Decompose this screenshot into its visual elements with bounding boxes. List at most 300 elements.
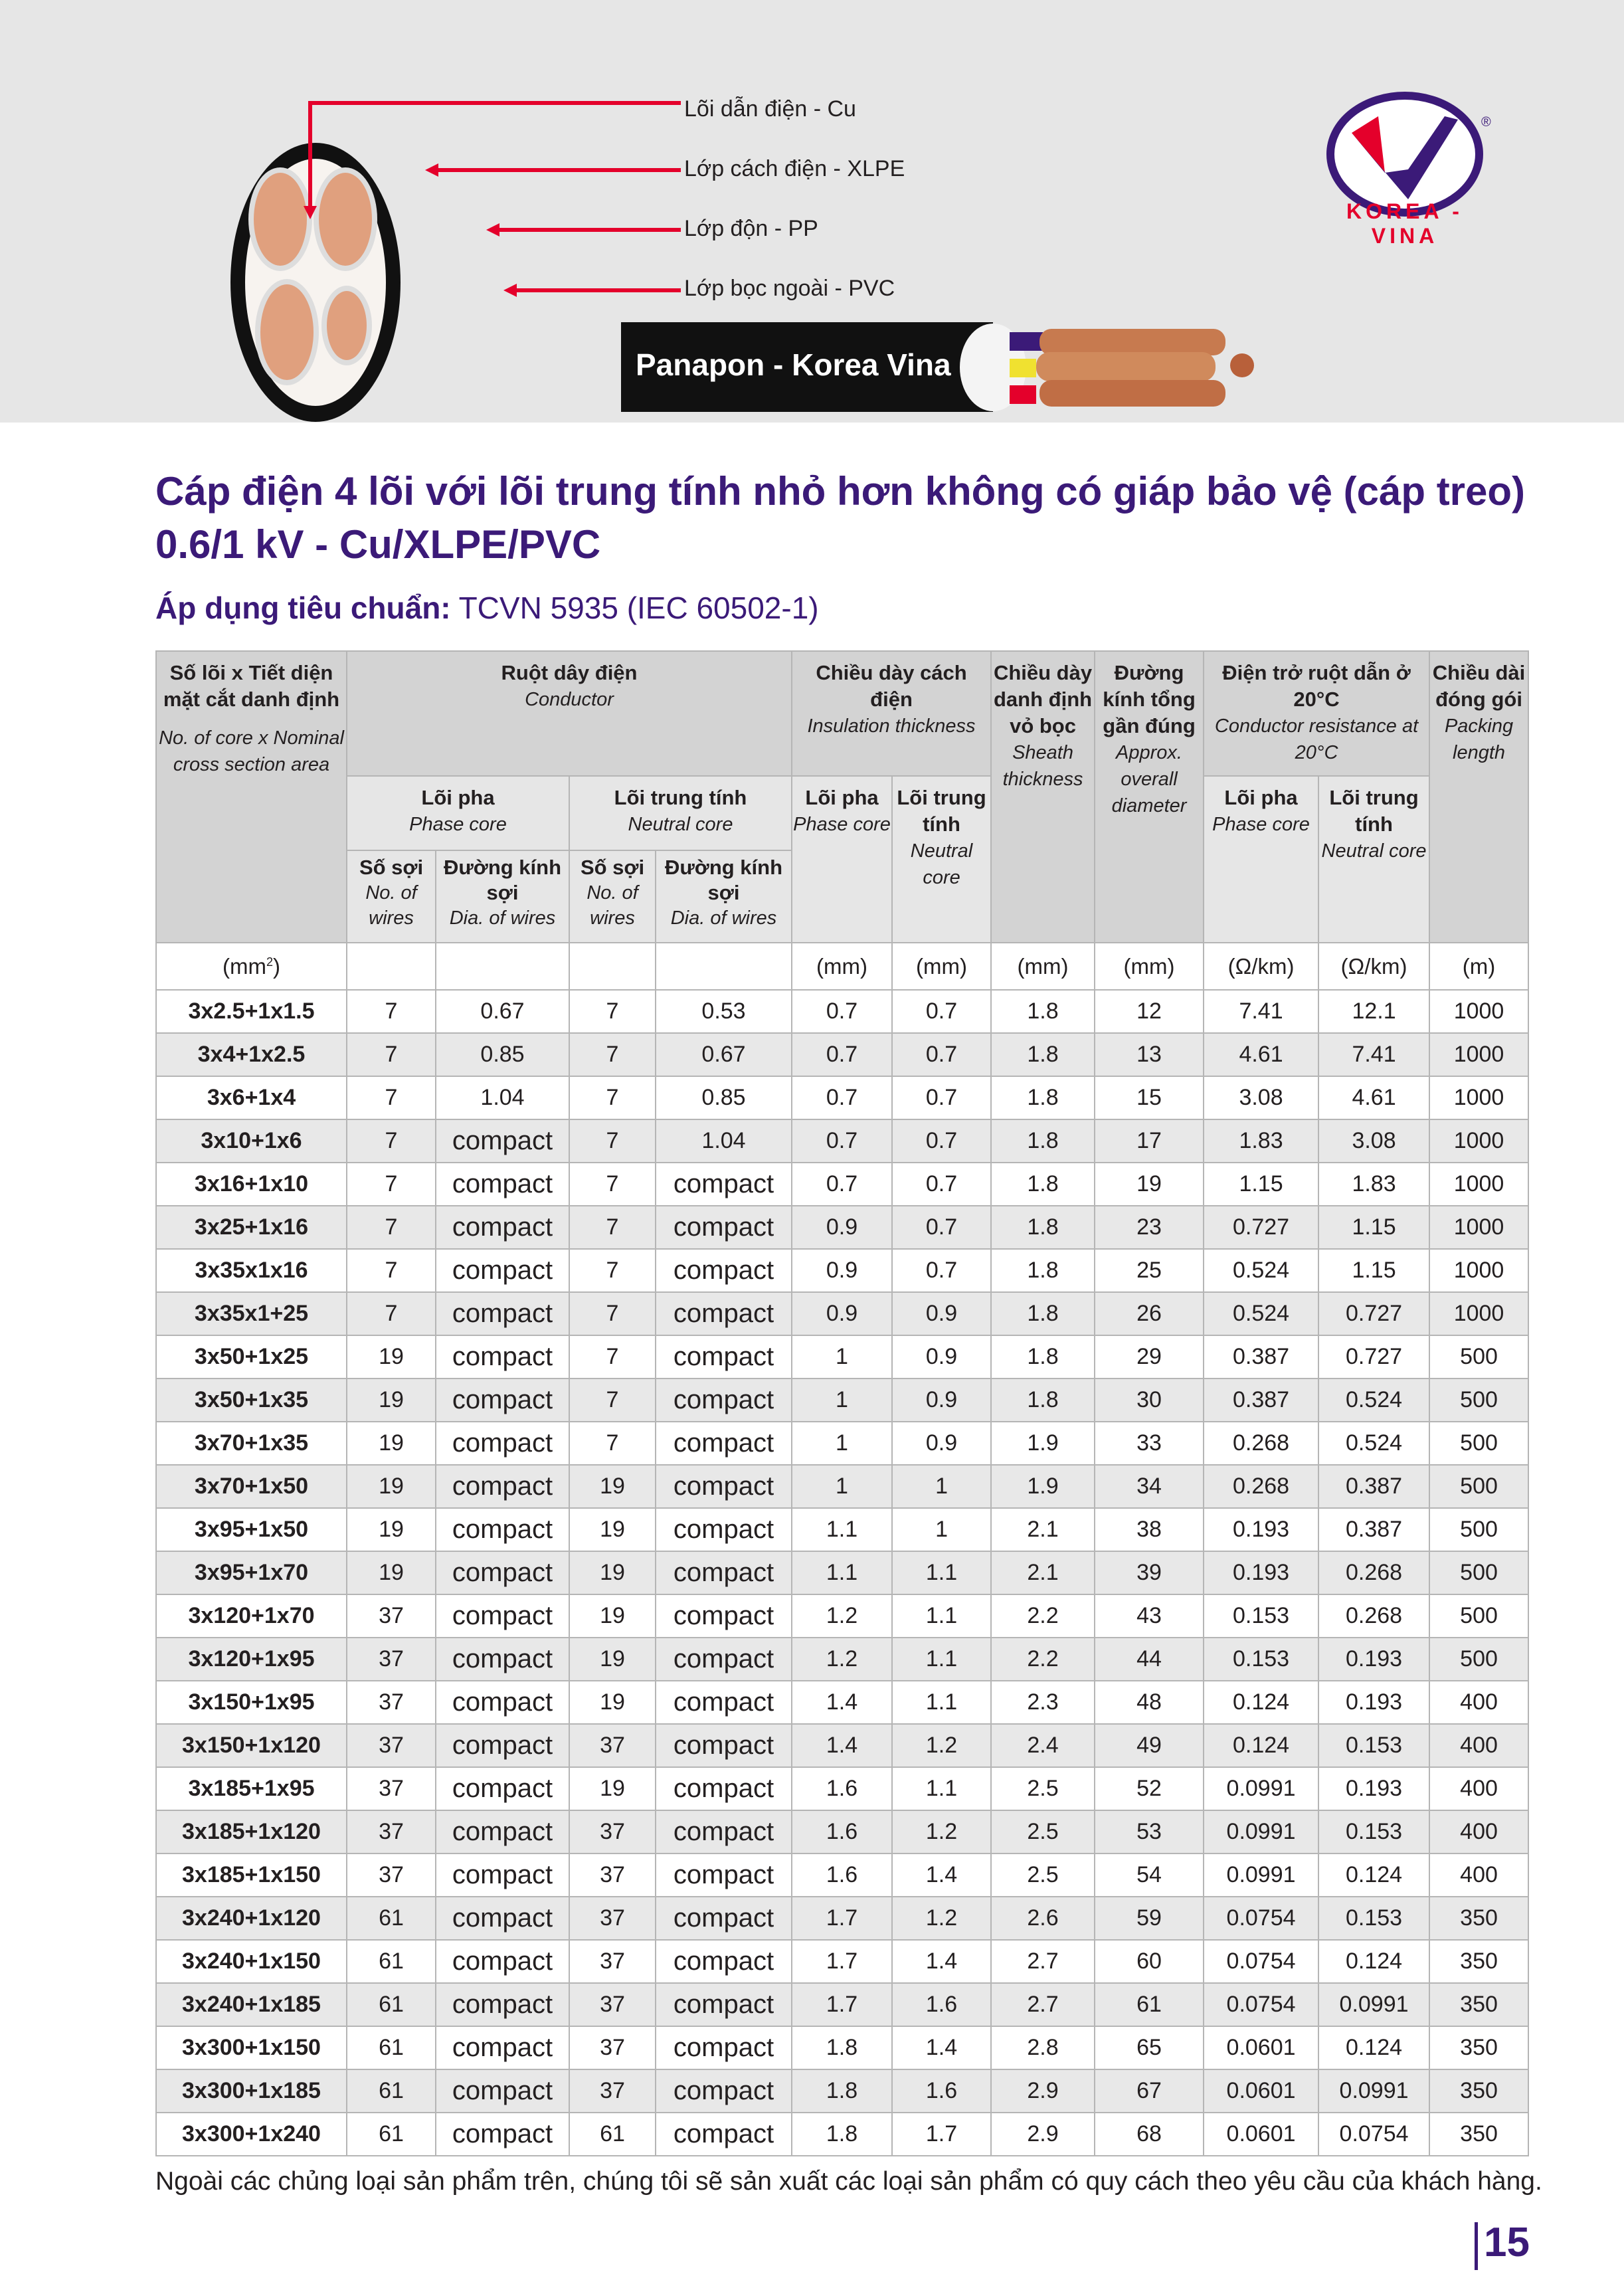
table-row <box>156 990 1528 1033</box>
table-cell: 7 <box>347 1292 436 1335</box>
table-cell: 7 <box>569 1379 656 1422</box>
table-cell: 0.524 <box>1204 1292 1318 1335</box>
unit-cell: (mm) <box>1095 943 1204 990</box>
table-cell: compact <box>656 2069 792 2113</box>
table-cell: 1000 <box>1429 1119 1528 1163</box>
table-cell: 0.7 <box>892 1076 991 1119</box>
table-cell: 59 <box>1095 1897 1204 1940</box>
table-cell: 500 <box>1429 1594 1528 1638</box>
table-cell: 2.9 <box>991 2069 1095 2113</box>
table-cell: compact <box>436 1810 569 1854</box>
table-cell: compact <box>436 2069 569 2113</box>
table-cell: 0.124 <box>1318 1940 1429 1983</box>
table-cell: 49 <box>1095 1724 1204 1767</box>
cable-size-cell: 3x300+1x185 <box>156 2069 347 2113</box>
table-cell: 39 <box>1095 1551 1204 1594</box>
table-cell: 1.8 <box>991 1163 1095 1206</box>
table-cell: 0.7 <box>792 990 892 1033</box>
table-cell: 19 <box>1095 1163 1204 1206</box>
table-cell: compact <box>656 1163 792 1206</box>
table-cell: 1.7 <box>792 1940 892 1983</box>
table-cell: compact <box>436 1594 569 1638</box>
table-cell: 1000 <box>1429 990 1528 1033</box>
page-number: 15 <box>1484 2220 1530 2265</box>
table-row <box>156 1594 1528 1638</box>
table-cell: 37 <box>569 2069 656 2113</box>
table-cell: 1.8 <box>991 990 1095 1033</box>
unit-cell <box>569 943 656 990</box>
table-cell: 500 <box>1429 1379 1528 1422</box>
table-cell: 1 <box>792 1422 892 1465</box>
table-cell: 0.193 <box>1204 1551 1318 1594</box>
table-cell: 34 <box>1095 1465 1204 1508</box>
table-cell: 7 <box>347 1163 436 1206</box>
table-cell: 400 <box>1429 1681 1528 1724</box>
cable-size-cell: 3x120+1x70 <box>156 1594 347 1638</box>
cable-size-cell: 3x300+1x150 <box>156 2026 347 2069</box>
table-cell: compact <box>436 1508 569 1551</box>
table-cell: 1.8 <box>792 2113 892 2156</box>
table-cell: 350 <box>1429 2026 1528 2069</box>
table-cell: 61 <box>347 1897 436 1940</box>
table-cell: 44 <box>1095 1638 1204 1681</box>
cable-size-cell: 3x70+1x50 <box>156 1465 347 1508</box>
korea-vina-logo <box>1330 96 1491 213</box>
table-cell: 7 <box>347 990 436 1033</box>
cable-size-cell: 3x185+1x120 <box>156 1810 347 1854</box>
table-row <box>156 1379 1528 1422</box>
table-cell: 33 <box>1095 1422 1204 1465</box>
table-cell: 400 <box>1429 1810 1528 1854</box>
table-cell: 61 <box>1095 1983 1204 2026</box>
table-cell: compact <box>656 1681 792 1724</box>
table-cell: 19 <box>569 1508 656 1551</box>
table-cell: 54 <box>1095 1854 1204 1897</box>
table-cell: 61 <box>347 2026 436 2069</box>
table-row <box>156 1854 1528 1897</box>
table-cell: 37 <box>347 1724 436 1767</box>
table-cell: 0.193 <box>1204 1508 1318 1551</box>
table-cell: 0.7 <box>792 1163 892 1206</box>
table-cell: 1000 <box>1429 1163 1528 1206</box>
table-cell: 1.1 <box>892 1767 991 1810</box>
table-cell: 1000 <box>1429 1033 1528 1076</box>
table-cell: 0.67 <box>656 1033 792 1076</box>
table-cell: 1.4 <box>792 1724 892 1767</box>
table-cell: compact <box>436 2113 569 2156</box>
header-insulation: Chiều dày cách điện Insulation thickness <box>792 651 991 776</box>
table-cell: compact <box>656 1249 792 1292</box>
table-cell: 0.268 <box>1318 1551 1429 1594</box>
table-cell: 1.2 <box>892 1724 991 1767</box>
table-cell: 7 <box>569 1119 656 1163</box>
table-cell: 1.8 <box>991 1292 1095 1335</box>
table-cell: 2.5 <box>991 1854 1095 1897</box>
callout-insulation: Lớp cách điện - XLPE <box>684 156 905 181</box>
table-cell: 1.7 <box>792 1897 892 1940</box>
table-cell: 29 <box>1095 1335 1204 1379</box>
table-cell: 0.7 <box>892 1249 991 1292</box>
table-cell: 1.6 <box>792 1854 892 1897</box>
table-cell: 19 <box>569 1465 656 1508</box>
cable-size-cell: 3x95+1x70 <box>156 1551 347 1594</box>
table-cell: 0.268 <box>1204 1465 1318 1508</box>
table-cell: 37 <box>347 1767 436 1810</box>
table-cell: 7.41 <box>1204 990 1318 1033</box>
svg-text:®: ® <box>1481 115 1491 130</box>
unit-cell: (mm) <box>991 943 1095 990</box>
table-cell: compact <box>436 1119 569 1163</box>
table-cell: 0.0991 <box>1204 1810 1318 1854</box>
table-cell: 1.8 <box>991 1249 1095 1292</box>
spec-table <box>155 650 1529 2156</box>
table-cell: 25 <box>1095 1249 1204 1292</box>
table-cell: 2.1 <box>991 1508 1095 1551</box>
table-cell: 1.8 <box>792 2026 892 2069</box>
table-cell: 0.124 <box>1204 1724 1318 1767</box>
table-cell: 1 <box>892 1508 991 1551</box>
unit-cell <box>656 943 792 990</box>
table-cell: 2.7 <box>991 1940 1095 1983</box>
table-cell: 1.8 <box>991 1119 1095 1163</box>
table-cell: 0.153 <box>1204 1594 1318 1638</box>
table-cell: 7 <box>347 1033 436 1076</box>
table-cell: 1.9 <box>991 1465 1095 1508</box>
table-cell: compact <box>436 1206 569 1249</box>
table-cell: compact <box>656 1810 792 1854</box>
standard-value: TCVN 5935 (IEC 60502-1) <box>458 591 819 625</box>
table-cell: 1000 <box>1429 1206 1528 1249</box>
table-cell: 350 <box>1429 1940 1528 1983</box>
callout-filler: Lớp độn - PP <box>684 216 818 241</box>
table-row <box>156 1119 1528 1163</box>
table-cell: 60 <box>1095 1940 1204 1983</box>
table-cell: 3.08 <box>1318 1119 1429 1163</box>
table-cell: 1 <box>792 1465 892 1508</box>
callout-sheath: Lớp bọc ngoài - PVC <box>684 276 895 301</box>
cable-size-cell: 3x25+1x16 <box>156 1206 347 1249</box>
table-row <box>156 1249 1528 1292</box>
table-cell: 0.9 <box>792 1292 892 1335</box>
table-cell: 37 <box>347 1681 436 1724</box>
table-cell: 1.15 <box>1318 1206 1429 1249</box>
header-packing: Chiều dài đóng gói Packing length <box>1429 651 1528 943</box>
table-cell: 19 <box>347 1379 436 1422</box>
table-cell: 0.9 <box>792 1249 892 1292</box>
table-cell: 0.0601 <box>1204 2069 1318 2113</box>
callout-conductor: Lõi dẫn điện - Cu <box>684 96 856 122</box>
table-cell: 19 <box>569 1638 656 1681</box>
table-cell: compact <box>656 1379 792 1422</box>
table-cell: 7 <box>569 990 656 1033</box>
table-cell: 2.6 <box>991 1897 1095 1940</box>
table-row <box>156 1292 1528 1335</box>
table-cell: 3.08 <box>1204 1076 1318 1119</box>
table-cell: 0.387 <box>1318 1465 1429 1508</box>
table-row <box>156 2069 1528 2113</box>
header-conductor-phase: Lõi pha Phase core <box>347 776 569 850</box>
table-cell: 1000 <box>1429 1292 1528 1335</box>
table-cell: compact <box>656 1767 792 1810</box>
table-cell: 1.1 <box>792 1508 892 1551</box>
table-cell: 19 <box>347 1335 436 1379</box>
unit-cell: (Ω/km) <box>1318 943 1429 990</box>
table-row <box>156 1767 1528 1810</box>
table-cell: 1.6 <box>792 1767 892 1810</box>
cable-size-cell: 3x150+1x120 <box>156 1724 347 1767</box>
unit-cell: $(mm^2)$ <box>156 943 347 990</box>
table-cell: 23 <box>1095 1206 1204 1249</box>
table-row <box>156 1810 1528 1854</box>
table-cell: 0.67 <box>436 990 569 1033</box>
table-row <box>156 1551 1528 1594</box>
table-cell: 68 <box>1095 2113 1204 2156</box>
table-cell: 19 <box>347 1422 436 1465</box>
table-cell: 1.4 <box>892 1854 991 1897</box>
table-cell: 0.727 <box>1204 1206 1318 1249</box>
table-cell: 0.387 <box>1204 1335 1318 1379</box>
table-cell: 37 <box>569 1724 656 1767</box>
standard-line <box>155 590 819 626</box>
cable-size-cell: 3x95+1x50 <box>156 1508 347 1551</box>
table-cell: 1000 <box>1429 1076 1528 1119</box>
table-cell: 1.1 <box>892 1594 991 1638</box>
table-cell: 1.7 <box>792 1983 892 2026</box>
table-cell: 2.5 <box>991 1810 1095 1854</box>
table-cell: 37 <box>347 1810 436 1854</box>
table-cell: 19 <box>569 1767 656 1810</box>
table-cell: 7 <box>347 1249 436 1292</box>
table-cell: compact <box>656 1594 792 1638</box>
table-cell: compact <box>656 1638 792 1681</box>
table-cell: compact <box>656 1292 792 1335</box>
table-cell: 37 <box>569 1854 656 1897</box>
table-cell: 1.1 <box>892 1681 991 1724</box>
table-cell: compact <box>436 1465 569 1508</box>
table-cell: 7.41 <box>1318 1033 1429 1076</box>
table-cell: 0.727 <box>1318 1335 1429 1379</box>
cable-size-cell: 3x70+1x35 <box>156 1422 347 1465</box>
cable-size-cell: 3x6+1x4 <box>156 1076 347 1119</box>
table-cell: 43 <box>1095 1594 1204 1638</box>
table-cell: 1.9 <box>991 1422 1095 1465</box>
table-cell: 61 <box>347 2113 436 2156</box>
table-cell: 0.153 <box>1318 1897 1429 1940</box>
table-cell: 400 <box>1429 1854 1528 1897</box>
table-cell: 61 <box>347 2069 436 2113</box>
table-row <box>156 1076 1528 1119</box>
table-cell: 0.0601 <box>1204 2113 1318 2156</box>
table-cell: 0.268 <box>1204 1422 1318 1465</box>
header-resistance-phase: Lõi pha Phase core <box>1204 776 1318 943</box>
table-cell: 7 <box>569 1292 656 1335</box>
table-cell: 0.153 <box>1318 1724 1429 1767</box>
cable-size-cell: 3x185+1x150 <box>156 1854 347 1897</box>
units-row <box>156 943 1528 990</box>
table-cell: 0.0991 <box>1204 1854 1318 1897</box>
table-cell: 500 <box>1429 1551 1528 1594</box>
header-conductor-neutral: Lõi trung tính Neutral core <box>569 776 792 850</box>
table-cell: compact <box>436 1292 569 1335</box>
table-cell: 4.61 <box>1318 1076 1429 1119</box>
table-cell: 0.7 <box>892 990 991 1033</box>
cable-size-cell: 3x300+1x240 <box>156 2113 347 2156</box>
table-row <box>156 1983 1528 2026</box>
table-cell: 500 <box>1429 1335 1528 1379</box>
table-cell: 0.0754 <box>1318 2113 1429 2156</box>
cable-size-cell: 3x35x1x16 <box>156 1249 347 1292</box>
table-cell: compact <box>436 1897 569 1940</box>
table-cell: 48 <box>1095 1681 1204 1724</box>
table-cell: 7 <box>569 1249 656 1292</box>
header-sheath: Chiều dày danh định vỏ bọc Sheath thickness <box>991 651 1095 943</box>
table-cell: 2.4 <box>991 1724 1095 1767</box>
table-cell: 1.2 <box>892 1897 991 1940</box>
table-cell: 1.15 <box>1204 1163 1318 1206</box>
table-cell: 0.7 <box>892 1206 991 1249</box>
table-cell: 1.8 <box>991 1335 1095 1379</box>
table-cell: compact <box>656 1897 792 1940</box>
table-cell: 7 <box>347 1119 436 1163</box>
page-title: Cáp điện 4 lõi với lõi trung tính nhỏ hơn không có giáp bảo vệ (cáp treo) 0.6/1 kV - Cu/XLPE/PVC <box>155 469 1526 567</box>
table-cell: 1.8 <box>792 2069 892 2113</box>
table-cell: 37 <box>347 1638 436 1681</box>
cable-size-cell: 3x240+1x150 <box>156 1940 347 1983</box>
spec-table-body <box>156 943 1528 2156</box>
header-insulation-neutral: Lõi trung tính Neutral core <box>892 776 991 943</box>
table-cell: 0.0991 <box>1204 1767 1318 1810</box>
table-cell: compact <box>436 1379 569 1422</box>
table-cell: compact <box>656 1854 792 1897</box>
table-cell: 500 <box>1429 1465 1528 1508</box>
table-row <box>156 1335 1528 1379</box>
table-cell: compact <box>436 1854 569 1897</box>
header-diameter: Đường kính tổng gần đúng Approx. overall diameter <box>1095 651 1204 943</box>
table-cell: 500 <box>1429 1508 1528 1551</box>
table-cell: compact <box>436 1638 569 1681</box>
table-cell: 1.8 <box>991 1076 1095 1119</box>
table-cell: 1.6 <box>892 2069 991 2113</box>
table-cell: 1.6 <box>892 1983 991 2026</box>
table-cell: 400 <box>1429 1724 1528 1767</box>
table-row <box>156 1163 1528 1206</box>
table-cell: compact <box>656 1206 792 1249</box>
table-cell: 0.53 <box>656 990 792 1033</box>
table-cell: 0.7 <box>792 1033 892 1076</box>
unit-cell <box>347 943 436 990</box>
table-cell: 7 <box>569 1033 656 1076</box>
table-cell: 61 <box>347 1940 436 1983</box>
table-cell: 4.61 <box>1204 1033 1318 1076</box>
table-cell: compact <box>656 1551 792 1594</box>
table-cell: 0.0991 <box>1318 1983 1429 2026</box>
table-cell: 1.15 <box>1318 1249 1429 1292</box>
table-cell: 7 <box>569 1335 656 1379</box>
table-cell: 0.124 <box>1318 2026 1429 2069</box>
table-cell: 7 <box>569 1422 656 1465</box>
table-cell: 1.8 <box>991 1379 1095 1422</box>
table-cell: compact <box>436 1983 569 2026</box>
table-cell: 2.3 <box>991 1681 1095 1724</box>
table-cell: compact <box>436 1681 569 1724</box>
cable-size-cell: 3x50+1x35 <box>156 1379 347 1422</box>
table-cell: compact <box>436 1422 569 1465</box>
table-cell: 0.153 <box>1204 1638 1318 1681</box>
table-cell: 2.7 <box>991 1983 1095 2026</box>
table-cell: 0.0991 <box>1318 2069 1429 2113</box>
table-cell: 1.04 <box>656 1119 792 1163</box>
table-row <box>156 1724 1528 1767</box>
table-cell: 0.7 <box>892 1033 991 1076</box>
table-cell: 1.6 <box>792 1810 892 1854</box>
table-cell: 19 <box>569 1681 656 1724</box>
table-cell: 0.9 <box>892 1335 991 1379</box>
table-cell: compact <box>436 1767 569 1810</box>
table-cell: 1 <box>892 1465 991 1508</box>
table-cell: 61 <box>347 1983 436 2026</box>
table-cell: 0.193 <box>1318 1638 1429 1681</box>
table-cell: 1.83 <box>1318 1163 1429 1206</box>
table-cell: 0.153 <box>1318 1810 1429 1854</box>
table-cell: 400 <box>1429 1767 1528 1810</box>
table-cell: 0.9 <box>892 1379 991 1422</box>
table-cell: 37 <box>569 1897 656 1940</box>
table-row <box>156 1033 1528 1076</box>
table-cell: 37 <box>569 2026 656 2069</box>
table-cell: 0.85 <box>436 1033 569 1076</box>
table-cell: 12 <box>1095 990 1204 1033</box>
table-cell: 0.193 <box>1318 1681 1429 1724</box>
product-banner <box>0 0 1624 423</box>
table-cell: 500 <box>1429 1422 1528 1465</box>
cable-size-cell: 3x240+1x120 <box>156 1897 347 1940</box>
table-cell: compact <box>656 1335 792 1379</box>
table-cell: 0.727 <box>1318 1292 1429 1335</box>
footer-note: Ngoài các chủng loại sản phẩm trên, chúng tôi sẽ sản xuất các loại sản phẩm có quy cách theo yêu cầu của khách hàng. <box>155 2167 1542 2196</box>
table-cell: 37 <box>347 1594 436 1638</box>
table-cell: 0.0601 <box>1204 2026 1318 2069</box>
header-neutral-wires: Số sợi No. of wires <box>569 850 656 943</box>
table-cell: 1.2 <box>792 1594 892 1638</box>
table-cell: compact <box>436 1551 569 1594</box>
table-cell: 19 <box>569 1551 656 1594</box>
table-cell: 19 <box>569 1594 656 1638</box>
cable-size-cell: 3x2.5+1x1.5 <box>156 990 347 1033</box>
table-cell: 2.1 <box>991 1551 1095 1594</box>
table-cell: 0.7 <box>892 1119 991 1163</box>
table-cell: 37 <box>569 1983 656 2026</box>
cable-size-cell: 3x16+1x10 <box>156 1163 347 1206</box>
table-cell: compact <box>656 1422 792 1465</box>
cable-cross-section-icon <box>230 143 401 422</box>
table-cell: 13 <box>1095 1033 1204 1076</box>
table-cell: 0.9 <box>892 1422 991 1465</box>
table-row <box>156 1681 1528 1724</box>
table-cell: 1.2 <box>892 1810 991 1854</box>
table-cell: 0.7 <box>792 1076 892 1119</box>
table-cell: 0.0754 <box>1204 1940 1318 1983</box>
header-size: Số lõi x Tiết diện mặt cắt danh định No. of core x Nominal cross section area <box>156 651 347 943</box>
header-resistance: Điện trở ruột dẫn ở 20°C Conductor resistance at 20°C <box>1204 651 1429 776</box>
cable-size-cell: 3x35x1+25 <box>156 1292 347 1335</box>
table-cell: 0.387 <box>1318 1508 1429 1551</box>
table-cell: 26 <box>1095 1292 1204 1335</box>
table-cell: 30 <box>1095 1379 1204 1422</box>
table-cell: 1.8 <box>991 1033 1095 1076</box>
header-conductor: Ruột dây điện Conductor <box>347 651 792 776</box>
table-cell: 12.1 <box>1318 990 1429 1033</box>
table-cell: 0.9 <box>892 1292 991 1335</box>
